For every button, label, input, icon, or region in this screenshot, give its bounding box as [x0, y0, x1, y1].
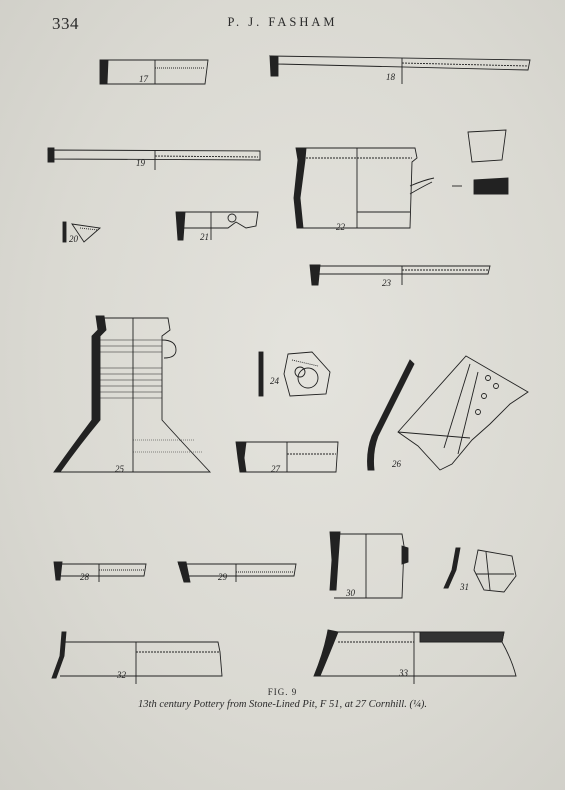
label-17: 17	[139, 74, 148, 84]
pottery-sherd-26	[368, 356, 529, 470]
pottery-sherd-18	[270, 56, 530, 84]
label-26: 26	[392, 459, 401, 469]
figure-label: FIG. 9	[267, 687, 298, 697]
pottery-sherd-33	[314, 630, 516, 684]
label-28: 28	[80, 572, 89, 582]
pottery-sherd-17	[100, 60, 208, 84]
label-20: 20	[69, 234, 78, 244]
figure-caption: 13th century Pottery from Stone-Lined Pit, F 51, at 27 Cornhill. (¼).	[138, 699, 427, 710]
running-head: P. J. FASHAM	[227, 15, 338, 29]
label-23: 23	[382, 278, 391, 288]
pottery-sherd-21	[176, 212, 258, 240]
label-21: 21	[200, 232, 209, 242]
pottery-sherd-25	[54, 316, 210, 472]
label-29: 29	[218, 572, 227, 582]
pottery-sherd-31	[444, 548, 516, 592]
page-number: 334	[52, 14, 79, 33]
label-24: 24	[270, 376, 279, 386]
label-32: 32	[117, 670, 126, 680]
label-22: 22	[336, 222, 345, 232]
pottery-sherd-27	[236, 442, 338, 472]
label-25: 25	[115, 464, 124, 474]
pottery-sherd-24	[259, 352, 330, 396]
pottery-sherd-22	[294, 130, 508, 228]
pottery-sherd-30	[330, 532, 408, 598]
label-33: 33	[399, 668, 408, 678]
pottery-sherd-23	[310, 265, 490, 285]
pottery-sherd-29	[178, 562, 296, 582]
label-30: 30	[346, 588, 355, 598]
pottery-sherd-28	[54, 562, 146, 582]
label-27: 27	[271, 464, 280, 474]
label-19: 19	[136, 158, 145, 168]
pottery-sherd-19	[48, 148, 260, 170]
label-18: 18	[386, 72, 395, 82]
pottery-sherd-32	[52, 632, 222, 684]
label-31: 31	[460, 582, 469, 592]
